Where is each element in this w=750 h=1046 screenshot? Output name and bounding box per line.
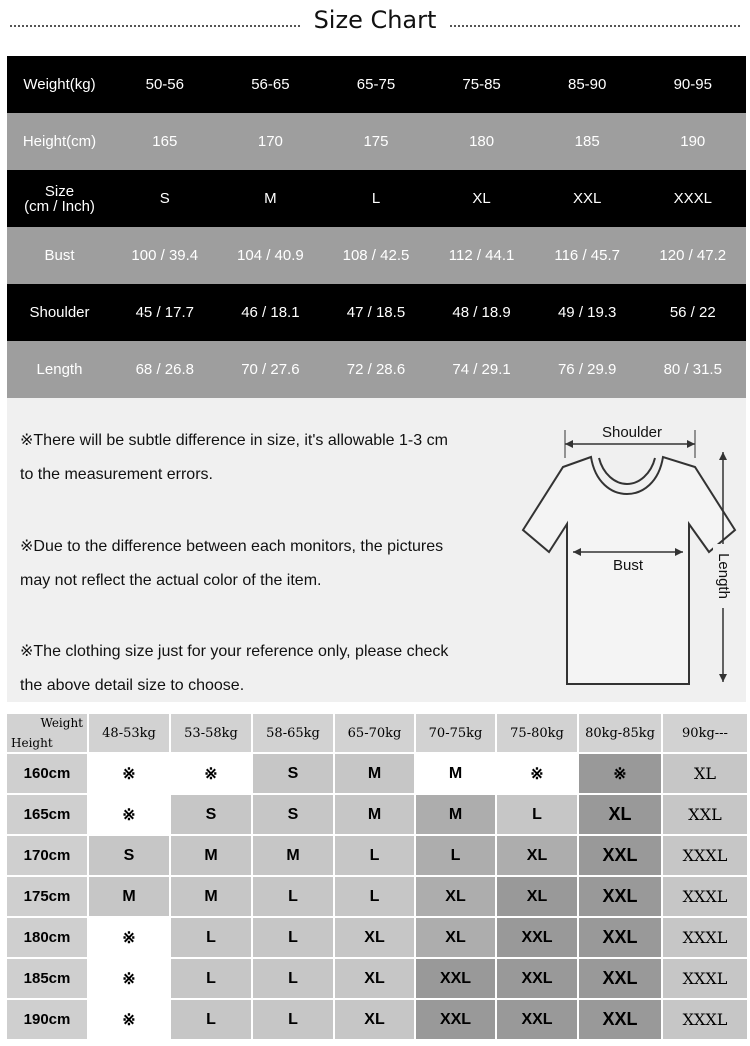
height-row: [7, 113, 746, 170]
weight-header: 65-70kg: [334, 713, 415, 753]
row-label: Bust: [44, 247, 75, 264]
cell: 108 / 42.5: [342, 247, 410, 264]
title-divider-left: [10, 25, 300, 27]
cell: 65-75: [356, 76, 396, 93]
cell: 76 / 29.9: [557, 361, 617, 378]
size-cell: XXL: [578, 999, 662, 1040]
arrow-head-icon: [719, 452, 727, 460]
table-row: [6, 876, 748, 917]
note-2: [20, 530, 525, 598]
corner-height-label: Height: [11, 736, 53, 750]
note-line: may not reflect the actual color of the item.: [20, 572, 322, 589]
height-header: 165cm: [6, 794, 88, 835]
size-cell: M: [170, 876, 252, 917]
size-recommendation-grid: [5, 712, 749, 1041]
note-line: to the measurement errors.: [20, 466, 213, 483]
size-cell: XXL: [578, 835, 662, 876]
cell: 120 / 47.2: [659, 247, 727, 264]
row-label: Height(cm): [22, 133, 97, 150]
note-3: [20, 635, 525, 703]
size-cell: M: [170, 835, 252, 876]
weight-header: 53-58kg: [170, 713, 252, 753]
cell: 56-65: [251, 76, 290, 93]
bust-label: Bust: [612, 557, 644, 574]
row-label: Length: [36, 361, 83, 378]
size-cell: ※: [578, 753, 662, 794]
table-row: [6, 958, 748, 999]
cell: 56 / 22: [669, 304, 716, 321]
size-cell: XL: [334, 999, 415, 1040]
arrow-head-icon: [687, 440, 695, 448]
size-cell: XXXL: [662, 876, 748, 917]
weight-header: 48-53kg: [88, 713, 170, 753]
size-cell: L: [334, 876, 415, 917]
row-label-line1: Size: [44, 182, 75, 200]
note-1: [20, 424, 525, 492]
cell: 48 / 18.9: [452, 304, 511, 321]
cell: 165: [152, 133, 178, 150]
tshirt-diagram: [515, 412, 743, 692]
size-cell: XL: [415, 917, 496, 958]
cell: 70 / 27.6: [241, 361, 300, 378]
cell: 72 / 28.6: [346, 361, 406, 378]
cell: 190: [680, 133, 706, 150]
size-cell: M: [415, 794, 496, 835]
size-cell: XXL: [415, 999, 496, 1040]
note-line: ※Due to the difference between each monitors, the pictures: [20, 538, 444, 555]
size-cell: S: [252, 794, 334, 835]
size-cell: XXL: [578, 876, 662, 917]
height-header: 180cm: [6, 917, 88, 958]
size-cell: M: [334, 794, 415, 835]
cell: S: [159, 190, 170, 207]
size-cell: XL: [496, 835, 578, 876]
size-cell: XL: [334, 917, 415, 958]
weight-header: 58-65kg: [252, 713, 334, 753]
size-cell: L: [252, 917, 334, 958]
size-cell: L: [415, 835, 496, 876]
size-cell: L: [252, 958, 334, 999]
size-cell: L: [334, 835, 415, 876]
cell: XXL: [572, 190, 602, 207]
height-header: 160cm: [6, 753, 88, 794]
cell: 75-85: [462, 76, 501, 93]
size-cell: L: [170, 917, 252, 958]
size-cell: XXL: [415, 958, 496, 999]
cell: L: [371, 190, 381, 207]
table-row: [6, 753, 748, 794]
size-cell: XXXL: [662, 917, 748, 958]
size-row: [7, 170, 746, 227]
weight-header: 80kg-85kg: [578, 713, 662, 753]
size-cell: XL: [334, 958, 415, 999]
title-divider-right: [450, 25, 740, 27]
note-line: the above detail size to choose.: [20, 677, 245, 694]
cell: 80 / 31.5: [663, 361, 722, 378]
size-cell: XXXL: [662, 835, 748, 876]
height-header: 190cm: [6, 999, 88, 1040]
size-cell: XXL: [496, 917, 578, 958]
cell: 104 / 40.9: [237, 247, 304, 264]
size-cell: XL: [496, 876, 578, 917]
size-cell: XXL: [578, 958, 662, 999]
cell: 45 / 17.7: [135, 304, 194, 321]
arrow-head-icon: [719, 674, 727, 682]
cell: 46 / 18.1: [241, 304, 300, 321]
size-cell: ※: [88, 917, 170, 958]
size-cell: S: [252, 753, 334, 794]
table-row: [6, 794, 748, 835]
size-cell: ※: [88, 999, 170, 1040]
weight-row: [7, 56, 746, 113]
weight-header: 90kg---: [662, 713, 748, 753]
size-cell: L: [170, 958, 252, 999]
cell: 185: [574, 133, 600, 150]
grid-corner: [6, 713, 88, 753]
size-cell: M: [334, 753, 415, 794]
cell: 49 / 19.3: [557, 304, 617, 321]
size-cell: S: [88, 835, 170, 876]
cell: 116 / 45.7: [554, 247, 620, 264]
size-cell: ※: [88, 958, 170, 999]
shoulder-label: Shoulder: [601, 424, 663, 441]
size-cell: S: [170, 794, 252, 835]
notes-section: [7, 398, 746, 702]
size-cell: L: [252, 876, 334, 917]
cell: 90-95: [673, 76, 712, 93]
collar-icon: [599, 458, 655, 484]
size-cell: ※: [88, 794, 170, 835]
size-cell: M: [415, 753, 496, 794]
size-cell: ※: [496, 753, 578, 794]
page-title: Size Chart: [313, 6, 437, 34]
cell: 100 / 39.4: [131, 247, 199, 264]
size-cell: XXXL: [662, 958, 748, 999]
row-label: Weight(kg): [23, 76, 96, 93]
weight-header: 70-75kg: [415, 713, 496, 753]
cell: 68 / 26.8: [135, 361, 194, 378]
row-label: [7, 184, 112, 214]
size-cell: XXL: [496, 958, 578, 999]
size-cell: M: [88, 876, 170, 917]
cell: XXXL: [673, 190, 712, 207]
cell: 170: [257, 133, 283, 150]
row-label: Shoulder: [29, 304, 90, 321]
height-header: 175cm: [6, 876, 88, 917]
cell: 112 / 44.1: [448, 247, 515, 264]
weight-header: 75-80kg: [496, 713, 578, 753]
table-row: [6, 917, 748, 958]
size-cell: XL: [662, 753, 748, 794]
row-label-line2: (cm / Inch): [24, 197, 95, 215]
size-cell: XXL: [496, 999, 578, 1040]
corner-weight-label: Weight: [40, 716, 83, 730]
size-cell: XL: [578, 794, 662, 835]
bust-row: [7, 227, 746, 284]
note-line: ※The clothing size just for your reference only, please check: [20, 643, 449, 660]
size-cell: ※: [88, 753, 170, 794]
grid-body: [6, 753, 748, 1040]
height-header: 170cm: [6, 835, 88, 876]
size-cell: XXXL: [662, 999, 748, 1040]
size-cell: XL: [415, 876, 496, 917]
table-row: [6, 999, 748, 1040]
title-bar: [0, 0, 750, 50]
length-row: [7, 341, 746, 398]
cell: 47 / 18.5: [346, 304, 406, 321]
cell: 180: [469, 133, 495, 150]
length-label: Length: [715, 553, 732, 599]
cell: XL: [472, 190, 491, 207]
cell: 85-90: [567, 76, 607, 93]
size-cell: XXL: [662, 794, 748, 835]
size-cell: L: [496, 794, 578, 835]
cell: 74 / 29.1: [452, 361, 511, 378]
size-cell: L: [170, 999, 252, 1040]
size-cell: ※: [170, 753, 252, 794]
size-cell: M: [252, 835, 334, 876]
cell: 175: [363, 133, 389, 150]
size-cell: L: [252, 999, 334, 1040]
shoulder-row: [7, 284, 746, 341]
cell: 50-56: [145, 76, 184, 93]
height-header: 185cm: [6, 958, 88, 999]
arrow-head-icon: [565, 440, 573, 448]
table-row: [6, 835, 748, 876]
note-line: ※There will be subtle difference in size, it's allowable 1-3 cm: [20, 432, 448, 449]
size-chart: [7, 56, 746, 398]
size-cell: XXL: [578, 917, 662, 958]
cell: M: [264, 190, 277, 207]
